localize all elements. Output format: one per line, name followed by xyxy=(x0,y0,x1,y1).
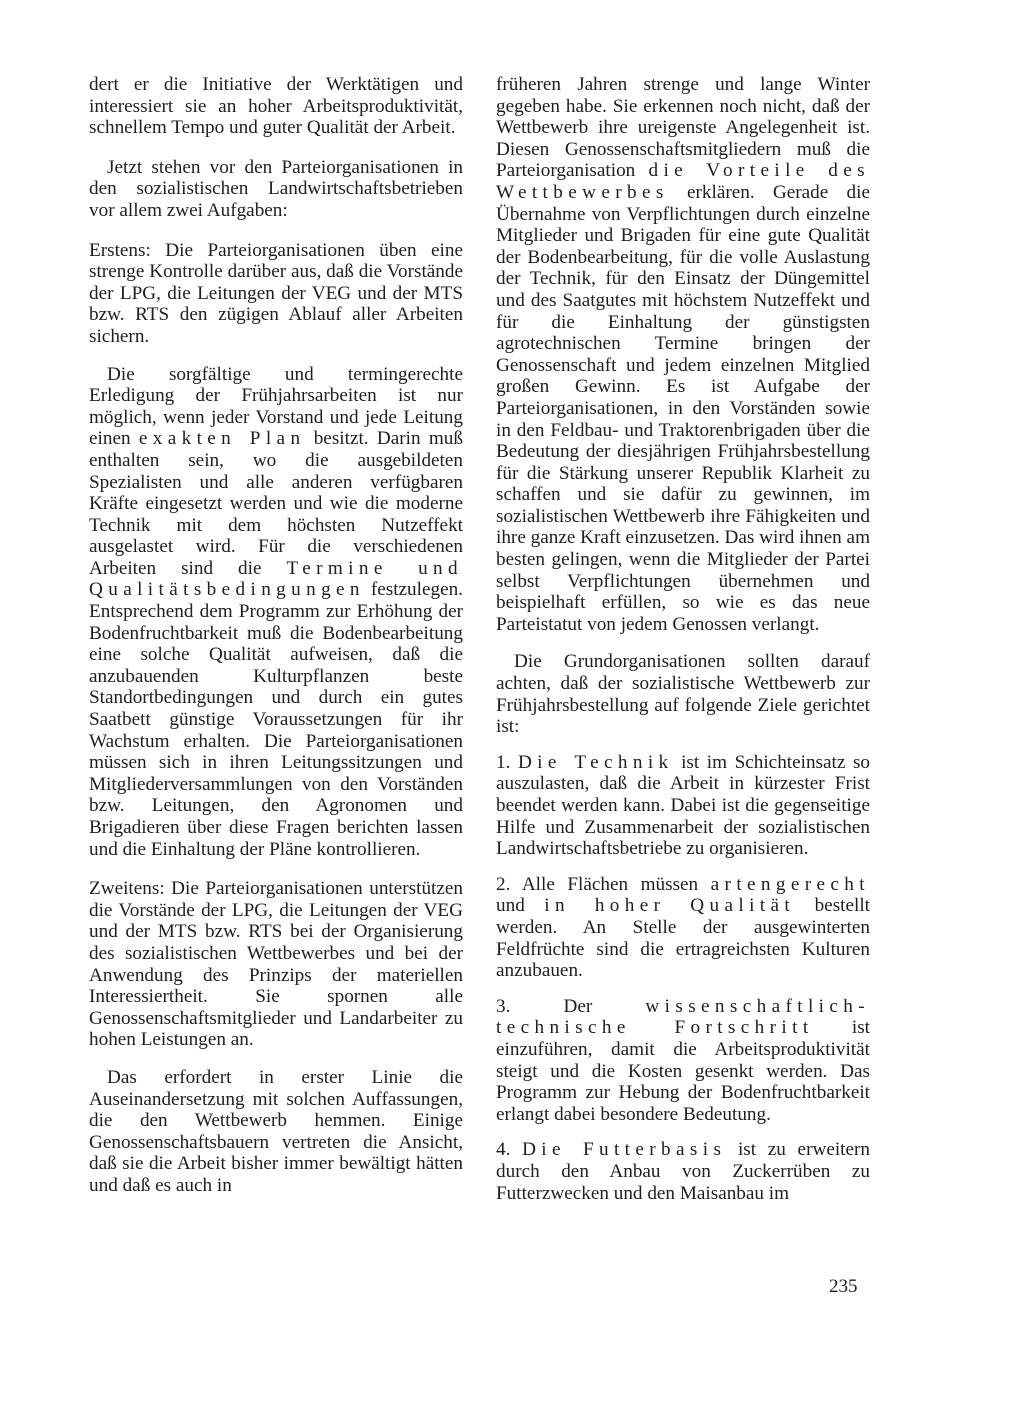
paragraph: dert er die Initiative der Werktätigen und interessiert sie an hoher Arbeitsproduktivität, schnellem Tempo und guter Qualität der Arbeit. xyxy=(89,74,463,139)
list-item: 2. Alle Flächen müssen artengerecht und in hoher Qualität bestellt werden. An Stelle der ausgewinterten Feldfrüchte sind die ertragreichsten Kulturen anzubauen. xyxy=(496,873,871,982)
list-item: 4. Die Futterbasis ist zu erweitern durch den Anbau von Zuckerrüben zu Futterzwecken und den Maisanbau im xyxy=(496,1139,870,1204)
paragraph: Jetzt stehen vor den Parteiorganisationen in den sozialistischen Landwirtschaftsbetrieben vor allem zwei Aufgaben: xyxy=(89,156,463,221)
paragraph: früheren Jahren strenge und lange Winter gegeben habe. Sie erkennen noch nicht, daß der Wettbewerb ihre ureigenste Angelegenheit ist. Diesen Genossenschaftsmitgliedern muß die Parteiorganisation die Vorteile des Wettbewerbes erklären. Gerade die Übernahme von Verpflichtungen durch einzelne Mitglieder und Brigaden für eine gute Qualität der Bodenbearbeitung, für die volle Auslastung der Technik, für den Einsatz der Düngemittel und des Saatgutes mit höchstem Nutzeffekt und für die Einhaltung der günstigsten agrotechnischen Termine bringen der Genossenschaft und jedem einzelnen Mitglied großen Gewinn. Es ist Aufgabe der Parteiorganisationen, in den Vorständen sowie in den Feldbau- und Traktorenbrigaden über die Bedeutung der diesjährigen Frühjahrsbestellung für die Stärkung unserer Republik Klarheit zu schaffen und sie dafür zu gewinnen, im sozialistischen Wettbewerb ihre Fähigkeiten und ihre ganze Kraft einzusetzen. Das wird ihnen am besten gelingen, wenn die Mitglieder der Partei selbst Verpflichtungen übernehmen und beispielhaft erfüllen, so wie es das neue Parteistatut von jedem Genossen verlangt. xyxy=(496,74,870,635)
paragraph: Die sorgfältige und termingerechte Erledigung der Frühjahrsarbeiten ist nur möglich, wenn jeder Vorstand und jede Leitung einen exakten Plan besitzt. Darin muß enthalten sein, wo die ausgebildeten Spezialisten und alle anderen verfügbaren Kräfte eingesetzt werden und wie die moderne Technik mit dem höchsten Nutzeffekt ausgelastet wird. Für die verschiedenen Arbeiten sind die Termine und Qualitätsbedingungen festzulegen. Entsprechend dem Programm zur Erhöhung der Bodenfruchtbarkeit muß die Bodenbearbeitung eine solche Qualität aufweisen, daß die anzubauenden Kulturpflanzen beste Standortbedingungen und durch ein gutes Saatbett günstige Voraussetzungen für ihr Wachstum erhalten. Die Parteiorganisationen müssen sich in ihren Leitungssitzungen und Mitgliederversammlungen von den Vorständen bzw. Leitungen, den Agronomen und Brigadieren über diese Fragen berichten lassen und die Einhaltung der Pläne kontrollieren. xyxy=(89,363,463,860)
right-column xyxy=(496,74,870,1218)
spaced-emphasis: Die Technik xyxy=(517,751,674,773)
page-number: 235 xyxy=(829,1276,858,1297)
paragraph-zweitens: Zweitens: Die Parteiorganisationen unterstützen die Vorstände der LPG, die Leitungen der VEG und der MTS bzw. RTS bei der Organisierung des sozialistischen Wettbewerbes und bei der Anwendung des Prinzips der materiellen Interessiertheit. Sie spornen alle Genossenschaftsmitglieder und Landarbeiter zu hohen Leistungen an. xyxy=(89,878,463,1051)
spaced-emphasis: wissenschaftlich-technische Fortschritt xyxy=(496,995,871,1039)
spaced-emphasis: die Vorteile des Wettbewerbes xyxy=(496,160,870,203)
spaced-emphasis: Termine und Qualitätsbedingungen xyxy=(89,557,463,601)
list-item: 3. Der wissenschaftlich-technische Fortschritt ist einzuführen, damit die Arbeitsproduktivität steigt und die Kosten gesenkt werden. Das Programm zur Hebung der Bodenfruchtbarkeit erlangt dabei besondere Bedeutung. xyxy=(496,995,871,1125)
spaced-emphasis: artengerecht xyxy=(710,873,870,895)
list-item: 1. Die Technik ist im Schichteinsatz so auszulasten, daß die Arbeit in kürzester Frist beendet werden kann. Dabei ist die gegenseitige Hilfe und Zusammenarbeit der sozialistischen Landwirtschaftsbetriebe zu organisieren. xyxy=(496,751,870,860)
spaced-emphasis: Die Futterbasis xyxy=(522,1139,727,1161)
paragraph: Das erfordert in erster Linie die Auseinandersetzung mit solchen Auffassungen, die den Wettbewerb hemmen. Einige Genossenschaftsbauern vertreten die Ansicht, daß sie die Arbeit bisher immer bewältigt hätten und daß es auch in xyxy=(89,1066,463,1196)
left-column xyxy=(89,74,463,1215)
spaced-emphasis: in hoher Qualität xyxy=(544,895,796,917)
paragraph-erstens: Erstens: Die Parteiorganisationen üben eine strenge Kontrolle darüber aus, daß die Vorstände der LPG, die Leitungen der VEG und der MTS bzw. RTS den zügigen Ablauf aller Arbeiten sichern. xyxy=(89,239,463,347)
paragraph: Die Grundorganisationen sollten darauf achten, daß der sozialistische Wettbewerb zur Frühjahrsbestellung auf folgende Ziele gerichtet ist: xyxy=(496,651,870,738)
spaced-emphasis: exakten Plan xyxy=(138,428,306,450)
